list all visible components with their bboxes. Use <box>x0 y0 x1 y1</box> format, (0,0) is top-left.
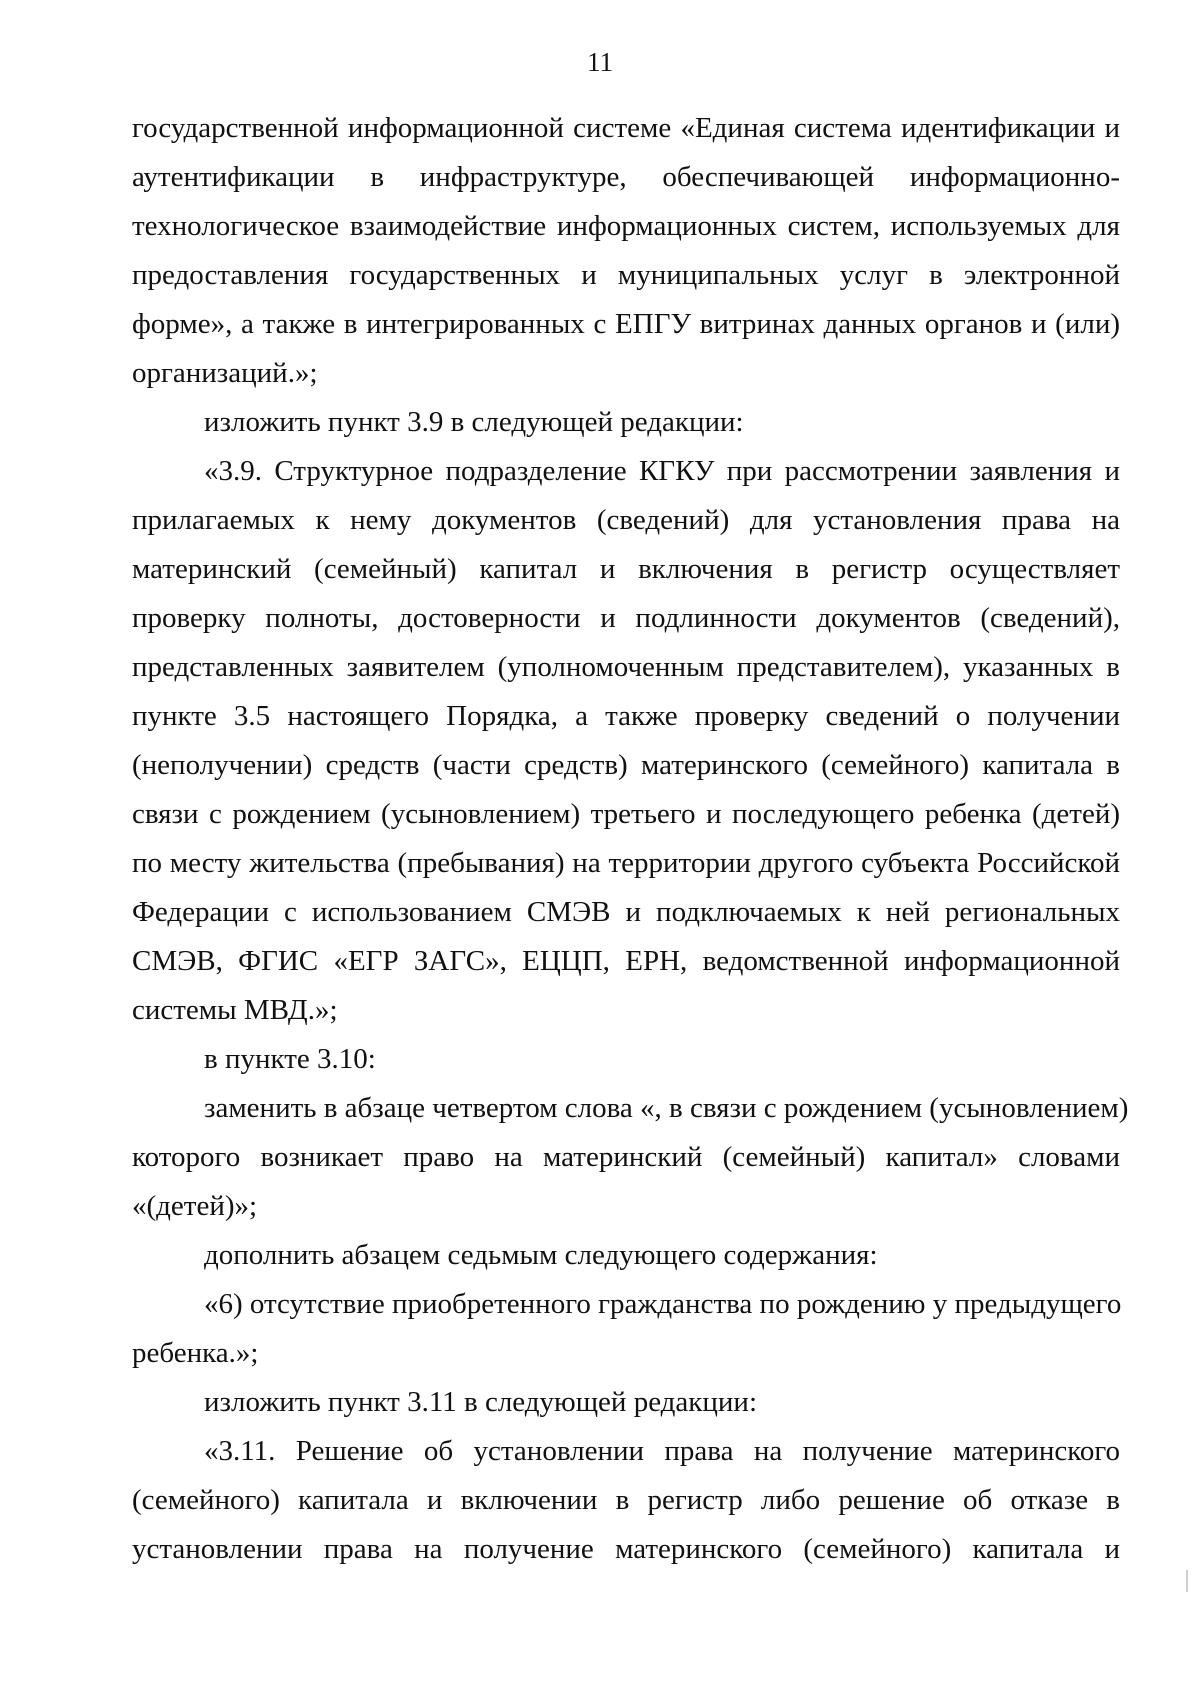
text-line-7: изложить пункт 3.9 в следующей редакции: <box>204 406 744 438</box>
text-line-18: СМЭВ, ФГИС «ЕГР ЗАГС», ЕЦЦП, ЕРН, ведомственной информационной <box>132 945 1120 977</box>
scan-edge-mark <box>1186 1570 1188 1592</box>
text-line-30: установлении права на получение материнского (семейного) капитала и <box>132 1533 1120 1565</box>
text-line-28: «3.11. Решение об установлении права на получение материнского <box>204 1435 1120 1467</box>
text-line-6: организаций.»; <box>132 357 318 389</box>
text-line-16: по месту жительства (пребывания) на территории другого субъекта Российской <box>132 847 1120 879</box>
text-line-12: представленных заявителем (уполномоченным представителем), указанных в <box>132 651 1120 683</box>
text-line-25: «6) отсутствие приобретенного гражданства по рождению у предыдущего <box>204 1288 1122 1320</box>
text-line-23: «(детей)»; <box>132 1190 258 1222</box>
text-line-17: Федерации с использованием СМЭВ и подключаемых к ней региональных <box>132 896 1120 928</box>
text-line-3: технологическое взаимодействие информационных систем, используемых для <box>132 210 1120 242</box>
text-line-27: изложить пункт 3.11 в следующей редакции: <box>204 1386 758 1418</box>
text-line-15: связи с рождением (усыновлением) третьего и последующего ребенка (детей) <box>132 798 1120 830</box>
text-line-29: (семейного) капитала и включении в регистр либо решение об отказе в <box>132 1484 1120 1516</box>
text-line-10: материнский (семейный) капитал и включения в регистр осуществляет <box>132 553 1120 585</box>
text-line-9: прилагаемых к нему документов (сведений) для установления права на <box>132 504 1120 536</box>
text-line-5: форме», а также в интегрированных с ЕПГУ витринах данных органов и (или) <box>132 308 1120 340</box>
text-line-24: дополнить абзацем седьмым следующего содержания: <box>204 1239 878 1271</box>
text-line-20: в пункте 3.10: <box>204 1043 376 1075</box>
text-line-26: ребенка.»; <box>132 1337 259 1369</box>
text-line-11: проверку полноты, достоверности и подлинности документов (сведений), <box>132 602 1120 634</box>
text-line-4: предоставления государственных и муниципальных услуг в электронной <box>132 259 1120 291</box>
text-line-1: государственной информационной системе «Единая система идентификации и <box>132 112 1120 144</box>
page-number: 11 <box>587 47 613 77</box>
text-line-13: пункте 3.5 настоящего Порядка, а также проверку сведений о получении <box>132 700 1120 732</box>
text-line-22: которого возникает право на материнский (семейный) капитал» словами <box>132 1141 1120 1173</box>
text-line-8: «3.9. Структурное подразделение КГКУ при рассмотрении заявления и <box>204 455 1120 487</box>
text-line-21: заменить в абзаце четвертом слова «, в связи с рождением (усыновлением) <box>204 1092 1129 1124</box>
text-line-14: (неполучении) средств (части средств) материнского (семейного) капитала в <box>132 749 1120 781</box>
text-line-2: аутентификации в инфраструктуре, обеспечивающей информационно- <box>132 161 1120 193</box>
document-body <box>132 104 1129 1574</box>
text-line-19: системы МВД.»; <box>132 994 338 1026</box>
